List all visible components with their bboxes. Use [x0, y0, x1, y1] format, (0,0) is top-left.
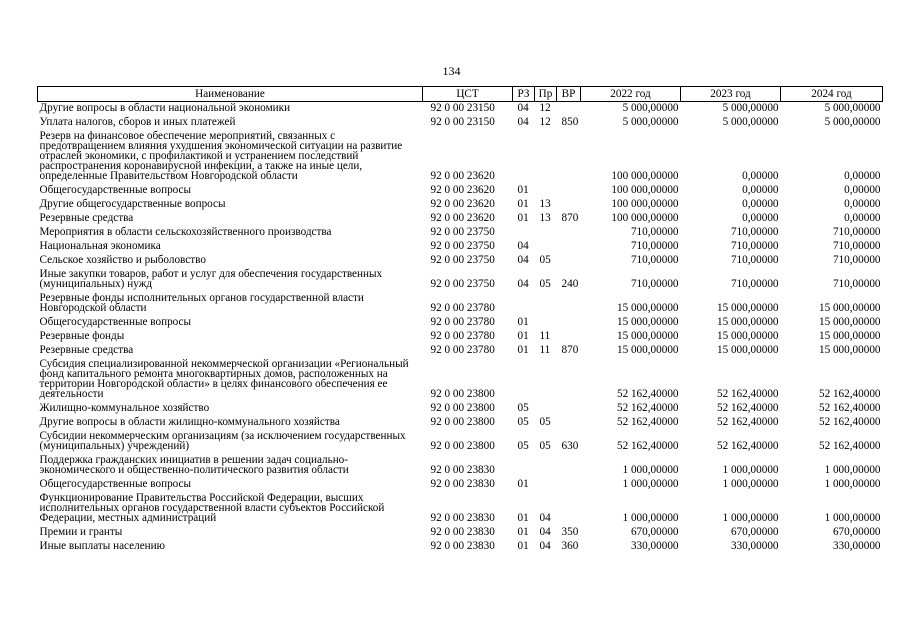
row-amount-2023: 15 000,00000	[716, 344, 779, 356]
row-cst: 92 0 00 23780	[430, 302, 495, 314]
row-amount-2024: 52 162,40000	[818, 440, 881, 452]
row-cst: 92 0 00 23150	[430, 116, 495, 128]
row-rz: 05	[517, 402, 529, 414]
row-amount-2023: 0,00000	[742, 212, 779, 224]
table-row	[38, 344, 883, 358]
table-row	[38, 478, 883, 492]
row-vr: 360	[561, 540, 579, 552]
row-amount-2024: 1 000,00000	[824, 464, 881, 476]
row-amount-2023: 0,00000	[742, 170, 779, 182]
table-row	[38, 492, 883, 526]
row-rz: 01	[517, 526, 529, 538]
row-cst: 92 0 00 23780	[430, 344, 495, 356]
row-cst: 92 0 00 23620	[430, 184, 495, 196]
row-amount-2022: 710,00000	[630, 278, 679, 290]
row-vr	[557, 254, 581, 268]
table-header-row	[38, 87, 883, 102]
row-amount-2022: 15 000,00000	[616, 344, 679, 356]
table-row	[38, 358, 883, 402]
row-pr	[535, 316, 557, 330]
row-amount-2022: 15 000,00000	[616, 316, 679, 328]
row-pr: 13	[539, 198, 551, 210]
row-name: Другие общегосударственные вопросы	[39, 198, 226, 210]
row-pr: 13	[539, 212, 551, 224]
row-cst: 92 0 00 23750	[430, 254, 495, 266]
row-vr	[557, 130, 581, 184]
row-name: Резервные средства	[39, 212, 134, 224]
row-vr	[557, 330, 581, 344]
row-vr	[557, 226, 581, 240]
header-year-2024: 2024 год	[781, 87, 883, 102]
row-name: Резервные фонды исполнительных органов государственной власти Новгородской области	[39, 292, 364, 314]
row-vr	[557, 478, 581, 492]
row-amount-2023: 52 162,40000	[716, 416, 779, 428]
row-amount-2022: 52 162,40000	[616, 402, 679, 414]
row-amount-2024: 0,00000	[844, 198, 881, 210]
row-cst: 92 0 00 23830	[430, 478, 495, 490]
row-amount-2022: 100 000,00000	[611, 184, 679, 196]
table-row	[38, 102, 883, 117]
row-name: Другие вопросы в области национальной экономики	[39, 102, 291, 114]
row-amount-2022: 710,00000	[630, 254, 679, 266]
table-row	[38, 198, 883, 212]
row-rz: 04	[517, 102, 529, 114]
row-amount-2022: 52 162,40000	[616, 440, 679, 452]
row-amount-2023: 710,00000	[730, 278, 779, 290]
row-amount-2022: 710,00000	[630, 226, 679, 238]
row-amount-2022: 330,00000	[630, 540, 679, 552]
row-amount-2023: 52 162,40000	[716, 440, 779, 452]
row-amount-2023: 15 000,00000	[716, 316, 779, 328]
row-amount-2023: 52 162,40000	[716, 402, 779, 414]
row-name: Резерв на финансовое обеспечение мероприятий, связанных с предотвращением влияния ухудшения экономической ситуации на развитие отраслей экономики, с профилактикой и устранением последствий распространения коронавирусной инфекции, а также на иные цели, определенные Правительством Новгородской области	[39, 130, 403, 182]
row-amount-2023: 670,00000	[730, 526, 779, 538]
row-cst: 92 0 00 23830	[430, 512, 495, 524]
table-row	[38, 240, 883, 254]
row-amount-2024: 0,00000	[844, 212, 881, 224]
row-rz: 04	[517, 240, 529, 252]
row-cst: 92 0 00 23830	[430, 464, 495, 476]
header-year-2022: 2022 год	[581, 87, 681, 102]
table-body	[38, 102, 883, 555]
row-vr	[557, 402, 581, 416]
table-row	[38, 130, 883, 184]
row-amount-2022: 5 000,00000	[622, 102, 679, 114]
row-amount-2022: 100 000,00000	[611, 212, 679, 224]
row-rz: 01	[517, 316, 529, 328]
row-amount-2023: 52 162,40000	[716, 388, 779, 400]
header-vr: ВР	[557, 87, 581, 102]
row-name: Жилищно-коммунальное хозяйство	[39, 402, 210, 414]
row-amount-2023: 1 000,00000	[722, 478, 779, 490]
row-vr: 350	[561, 526, 579, 538]
header-year-2023: 2023 год	[681, 87, 781, 102]
row-amount-2024: 330,00000	[832, 540, 881, 552]
row-name: Премии и гранты	[39, 526, 123, 538]
row-amount-2023: 0,00000	[742, 198, 779, 210]
row-cst: 92 0 00 23780	[430, 330, 495, 342]
row-amount-2024: 52 162,40000	[818, 388, 881, 400]
row-vr	[557, 292, 581, 316]
row-vr	[557, 358, 581, 402]
row-pr	[535, 184, 557, 198]
row-pr	[535, 358, 557, 402]
table-row	[38, 526, 883, 540]
row-amount-2023: 15 000,00000	[716, 302, 779, 314]
table-row	[38, 454, 883, 478]
table-row	[38, 316, 883, 330]
row-vr	[557, 198, 581, 212]
row-name: Иные закупки товаров, работ и услуг для обеспечения государственных (муниципальных) нужд	[39, 268, 383, 290]
row-amount-2024: 710,00000	[832, 278, 881, 290]
row-pr: 05	[539, 278, 551, 290]
row-pr: 05	[539, 254, 551, 266]
row-vr: 870	[561, 212, 579, 224]
row-name: Поддержка гражданских инициатив в решении задач социально-экономического и общественно-политического развития области	[39, 454, 349, 476]
row-vr: 240	[561, 278, 579, 290]
row-pr	[535, 402, 557, 416]
row-pr	[535, 454, 557, 478]
row-rz: 04	[517, 116, 529, 128]
row-amount-2022: 100 000,00000	[611, 198, 679, 210]
row-cst: 92 0 00 23750	[430, 278, 495, 290]
row-cst: 92 0 00 23800	[430, 402, 495, 414]
row-amount-2022: 1 000,00000	[622, 512, 679, 524]
row-pr: 04	[539, 526, 551, 538]
row-vr	[557, 184, 581, 198]
row-vr	[557, 102, 581, 117]
row-cst: 92 0 00 23620	[430, 170, 495, 182]
row-rz: 05	[517, 416, 529, 428]
row-rz: 01	[517, 540, 529, 552]
row-name: Общегосударственные вопросы	[39, 184, 192, 196]
row-name: Национальная экономика	[39, 240, 161, 252]
row-name: Уплата налогов, сборов и иных платежей	[39, 116, 236, 128]
row-amount-2024: 15 000,00000	[818, 316, 881, 328]
header-name: Наименование	[38, 87, 423, 102]
row-pr: 04	[539, 512, 551, 524]
row-amount-2024: 0,00000	[844, 170, 881, 182]
row-pr	[535, 478, 557, 492]
row-pr: 05	[539, 440, 551, 452]
table-row	[38, 330, 883, 344]
row-cst: 92 0 00 23800	[430, 416, 495, 428]
row-cst: 92 0 00 23800	[430, 388, 495, 400]
row-cst: 92 0 00 23750	[430, 240, 495, 252]
row-amount-2022: 1 000,00000	[622, 464, 679, 476]
row-amount-2023: 15 000,00000	[716, 330, 779, 342]
header-rz: РЗ	[513, 87, 535, 102]
row-amount-2023: 1 000,00000	[722, 512, 779, 524]
row-amount-2024: 15 000,00000	[818, 330, 881, 342]
row-amount-2024: 5 000,00000	[824, 102, 881, 114]
row-pr: 11	[539, 330, 551, 342]
row-cst: 92 0 00 23750	[430, 226, 495, 238]
row-amount-2022: 15 000,00000	[616, 330, 679, 342]
row-rz	[513, 292, 535, 316]
row-name: Субсидия специализированной некоммерческой организации «Региональный фонд капитального ремонта многоквартирных домов, расположенных на территории Новгородской области» в целях финансового обеспечения ее деятельности	[39, 358, 409, 400]
row-amount-2022: 5 000,00000	[622, 116, 679, 128]
row-pr	[535, 226, 557, 240]
row-amount-2024: 52 162,40000	[818, 416, 881, 428]
row-amount-2024: 710,00000	[832, 240, 881, 252]
row-cst: 92 0 00 23150	[430, 102, 495, 114]
table-row	[38, 116, 883, 130]
row-amount-2023: 5 000,00000	[722, 102, 779, 114]
page-number: 134	[442, 64, 461, 78]
row-rz: 01	[517, 478, 529, 490]
table-row	[38, 268, 883, 292]
row-pr: 05	[539, 416, 551, 428]
row-amount-2024: 670,00000	[832, 526, 881, 538]
row-rz: 01	[517, 344, 529, 356]
row-pr	[535, 292, 557, 316]
row-rz	[513, 358, 535, 402]
row-name: Сельское хозяйство и рыболовство	[39, 254, 206, 266]
row-rz	[513, 454, 535, 478]
row-pr: 12	[539, 116, 551, 128]
row-cst: 92 0 00 23780	[430, 316, 495, 328]
row-cst: 92 0 00 23830	[430, 540, 495, 552]
table-row	[38, 430, 883, 454]
table-row	[38, 184, 883, 198]
row-vr	[557, 492, 581, 526]
row-amount-2023: 710,00000	[730, 240, 779, 252]
row-amount-2024: 52 162,40000	[818, 402, 881, 414]
row-name: Другие вопросы в области жилищно-коммунального хозяйства	[39, 416, 340, 428]
row-amount-2024: 1 000,00000	[824, 512, 881, 524]
row-amount-2024: 15 000,00000	[818, 344, 881, 356]
row-pr: 04	[539, 540, 551, 552]
row-vr: 870	[561, 344, 579, 356]
row-rz: 01	[517, 330, 529, 342]
row-name: Резервные фонды	[39, 330, 125, 342]
row-vr	[557, 454, 581, 478]
row-cst: 92 0 00 23620	[430, 212, 495, 224]
row-amount-2023: 710,00000	[730, 254, 779, 266]
row-rz: 05	[517, 440, 529, 452]
table-row	[38, 402, 883, 416]
row-rz: 01	[517, 512, 529, 524]
table-row	[38, 540, 883, 554]
row-pr	[535, 130, 557, 184]
row-vr: 850	[561, 116, 579, 128]
row-pr	[535, 240, 557, 254]
row-rz: 01	[517, 198, 529, 210]
row-vr	[557, 240, 581, 254]
row-amount-2024: 710,00000	[832, 254, 881, 266]
row-amount-2023: 0,00000	[742, 184, 779, 196]
row-amount-2024: 5 000,00000	[824, 116, 881, 128]
row-amount-2022: 52 162,40000	[616, 388, 679, 400]
row-name: Функционирование Правительства Российской Федерации, высших исполнительных органов государственной власти субъектов Российской Федерации, местных администраций	[39, 492, 385, 524]
row-cst: 92 0 00 23830	[430, 526, 495, 538]
row-amount-2024: 0,00000	[844, 184, 881, 196]
row-cst: 92 0 00 23620	[430, 198, 495, 210]
row-rz: 04	[517, 254, 529, 266]
row-name: Общегосударственные вопросы	[39, 316, 192, 328]
header-cst: ЦСТ	[423, 87, 513, 102]
row-amount-2022: 1 000,00000	[622, 478, 679, 490]
row-pr: 12	[539, 102, 551, 114]
row-name: Общегосударственные вопросы	[39, 478, 192, 490]
row-rz: 01	[517, 212, 529, 224]
row-name: Субсидии некоммерческим организациям (за исключением государственных (муниципальных) учреждений)	[39, 430, 406, 452]
row-pr: 11	[539, 344, 551, 356]
row-vr	[557, 316, 581, 330]
budget-table	[37, 86, 883, 554]
row-amount-2024: 15 000,00000	[818, 302, 881, 314]
row-amount-2024: 1 000,00000	[824, 478, 881, 490]
row-amount-2023: 5 000,00000	[722, 116, 779, 128]
row-rz: 04	[517, 278, 529, 290]
table-row	[38, 292, 883, 316]
header-pr: Пр	[535, 87, 557, 102]
row-rz: 01	[517, 184, 529, 196]
row-rz	[513, 226, 535, 240]
row-amount-2023: 1 000,00000	[722, 464, 779, 476]
row-amount-2022: 15 000,00000	[616, 302, 679, 314]
row-amount-2022: 52 162,40000	[616, 416, 679, 428]
row-amount-2024: 710,00000	[832, 226, 881, 238]
table-row	[38, 212, 883, 226]
row-rz	[513, 130, 535, 184]
row-cst: 92 0 00 23800	[430, 440, 495, 452]
table-row	[38, 226, 883, 240]
row-name: Резервные средства	[39, 344, 134, 356]
row-amount-2022: 670,00000	[630, 526, 679, 538]
row-amount-2023: 330,00000	[730, 540, 779, 552]
table-row	[38, 254, 883, 268]
row-vr: 630	[561, 440, 579, 452]
table-row	[38, 416, 883, 430]
row-amount-2022: 710,00000	[630, 240, 679, 252]
row-name: Иные выплаты населению	[39, 540, 165, 552]
row-amount-2022: 100 000,00000	[611, 170, 679, 182]
row-name: Мероприятия в области сельскохозяйственного производства	[39, 226, 332, 238]
row-amount-2023: 710,00000	[730, 226, 779, 238]
row-vr	[557, 416, 581, 430]
